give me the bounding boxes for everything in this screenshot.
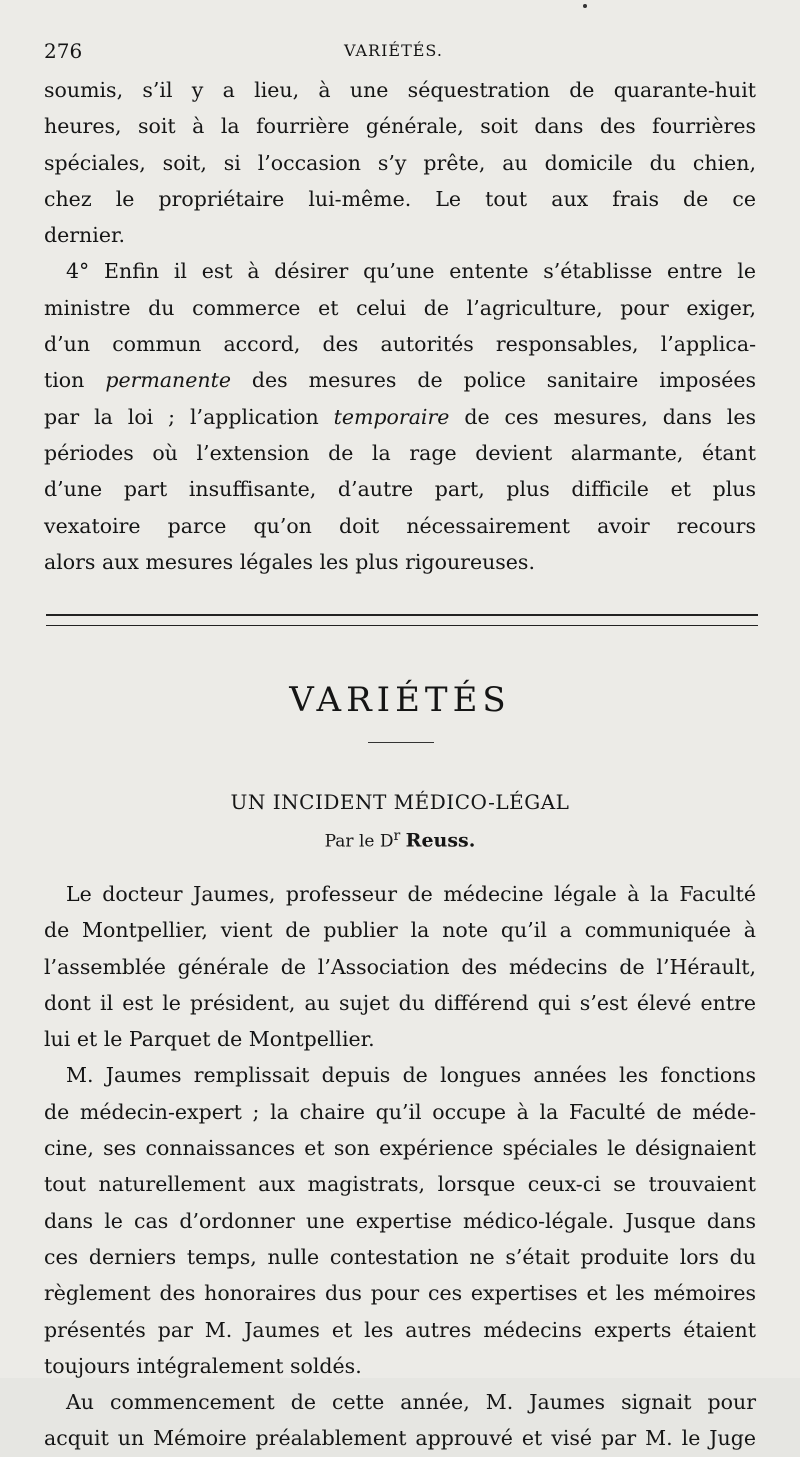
text-line: cine, ses connaissances et son expérience spéciales le désignaient <box>44 1136 756 1161</box>
text-line: 4° Enfin il est à désirer qu’une entente s’établisse entre le <box>66 259 756 284</box>
text-line: l’assemblée générale de l’Association des médecins de l’Hérault, <box>44 954 756 979</box>
text-line: de médecin-expert ; la chaire qu’il occupe à la Faculté de méde- <box>44 1099 756 1124</box>
title-underline <box>368 742 434 743</box>
text-line: chez le propriétaire lui-même. Le tout aux frais de ce <box>44 186 756 211</box>
text-line: soumis, s’il y a lieu, à une séquestration de quarante-huit <box>44 78 756 102</box>
author-name: Reuss. <box>405 829 476 852</box>
article-body <box>44 876 756 1457</box>
section-title: VARIÉTÉS <box>289 680 511 720</box>
byline-prefix: Par le D <box>324 831 394 852</box>
page-header <box>44 36 760 66</box>
paragraph-b <box>44 1057 756 1384</box>
paragraph-top <box>44 72 756 253</box>
article-title: UN INCIDENT MÉDICO-LÉGAL <box>230 790 570 814</box>
paragraph-point-4 <box>44 253 756 580</box>
print-speck <box>583 4 587 8</box>
text-line: ces derniers temps, nulle contestation ne s’était produite lors du <box>44 1244 756 1269</box>
text-line: acquit un Mémoire préalablement approuvé et visé par M. le Juge <box>44 1426 756 1451</box>
page-number: 276 <box>44 39 83 63</box>
running-title: VARIÉTÉS. <box>344 41 443 60</box>
text-line: présentés par M. Jaumes et les autres médecins experts étaient <box>44 1317 756 1342</box>
text-line: dernier. <box>44 223 126 248</box>
continued-paragraph <box>44 72 756 580</box>
text-line: dans le cas d’ordonner une expertise médico-légale. Jusque dans <box>44 1208 756 1233</box>
text-line: lui et le Parquet de Montpellier. <box>44 1027 375 1052</box>
text-line: périodes où l’extension de la rage devient alarmante, étant <box>44 440 756 465</box>
text-line: d’un commun accord, des autorités responsables, l’applica- <box>44 332 756 357</box>
byline <box>0 828 800 852</box>
section-divider-thin <box>46 625 758 626</box>
emphasis: permanente <box>105 368 231 393</box>
text-line: ministre du commerce et celui de l’agriculture, pour exiger, <box>44 295 756 320</box>
text-line: toujours intégralement soldés. <box>44 1353 362 1378</box>
paragraph-a <box>44 876 756 1057</box>
section-divider-thick <box>46 614 758 616</box>
paragraph-c <box>44 1384 756 1457</box>
text-line: spéciales, soit, si l’occasion s’y prête, au domicile du chien, <box>44 150 756 175</box>
text-line: Au commencement de cette année, M. Jaumes signait pour <box>66 1390 756 1415</box>
text-line: vexatoire parce qu’on doit nécessairement avoir recours <box>44 513 756 538</box>
text-line: par la loi ; l’application temporaire de ces mesures, dans les <box>44 404 756 429</box>
text-line: M. Jaumes remplissait depuis de longues années les fonctions <box>66 1063 756 1088</box>
text-line: heures, soit à la fourrière générale, soit dans des fourrières <box>44 114 756 139</box>
byline-sup: r <box>393 828 401 844</box>
text-line: tion permanente des mesures de police sanitaire imposées <box>44 368 757 393</box>
text-line: de Montpellier, vient de publier la note qu’il a communiquée à <box>44 918 756 943</box>
text-line: alors aux mesures légales les plus rigoureuses. <box>44 549 535 574</box>
text-line: règlement des honoraires dus pour ces expertises et les mémoires <box>44 1281 756 1306</box>
emphasis: temporaire <box>333 404 450 429</box>
text-line: tout naturellement aux magistrats, lorsque ceux-ci se trouvaient <box>44 1172 756 1197</box>
text-line: d’une part insuffisante, d’autre part, plus difficile et plus <box>44 477 756 502</box>
text-line: Le docteur Jaumes, professeur de médecine légale à la Faculté <box>66 882 756 906</box>
text-line: dont il est le président, au sujet du différend qui s’est élevé entre <box>44 990 756 1015</box>
